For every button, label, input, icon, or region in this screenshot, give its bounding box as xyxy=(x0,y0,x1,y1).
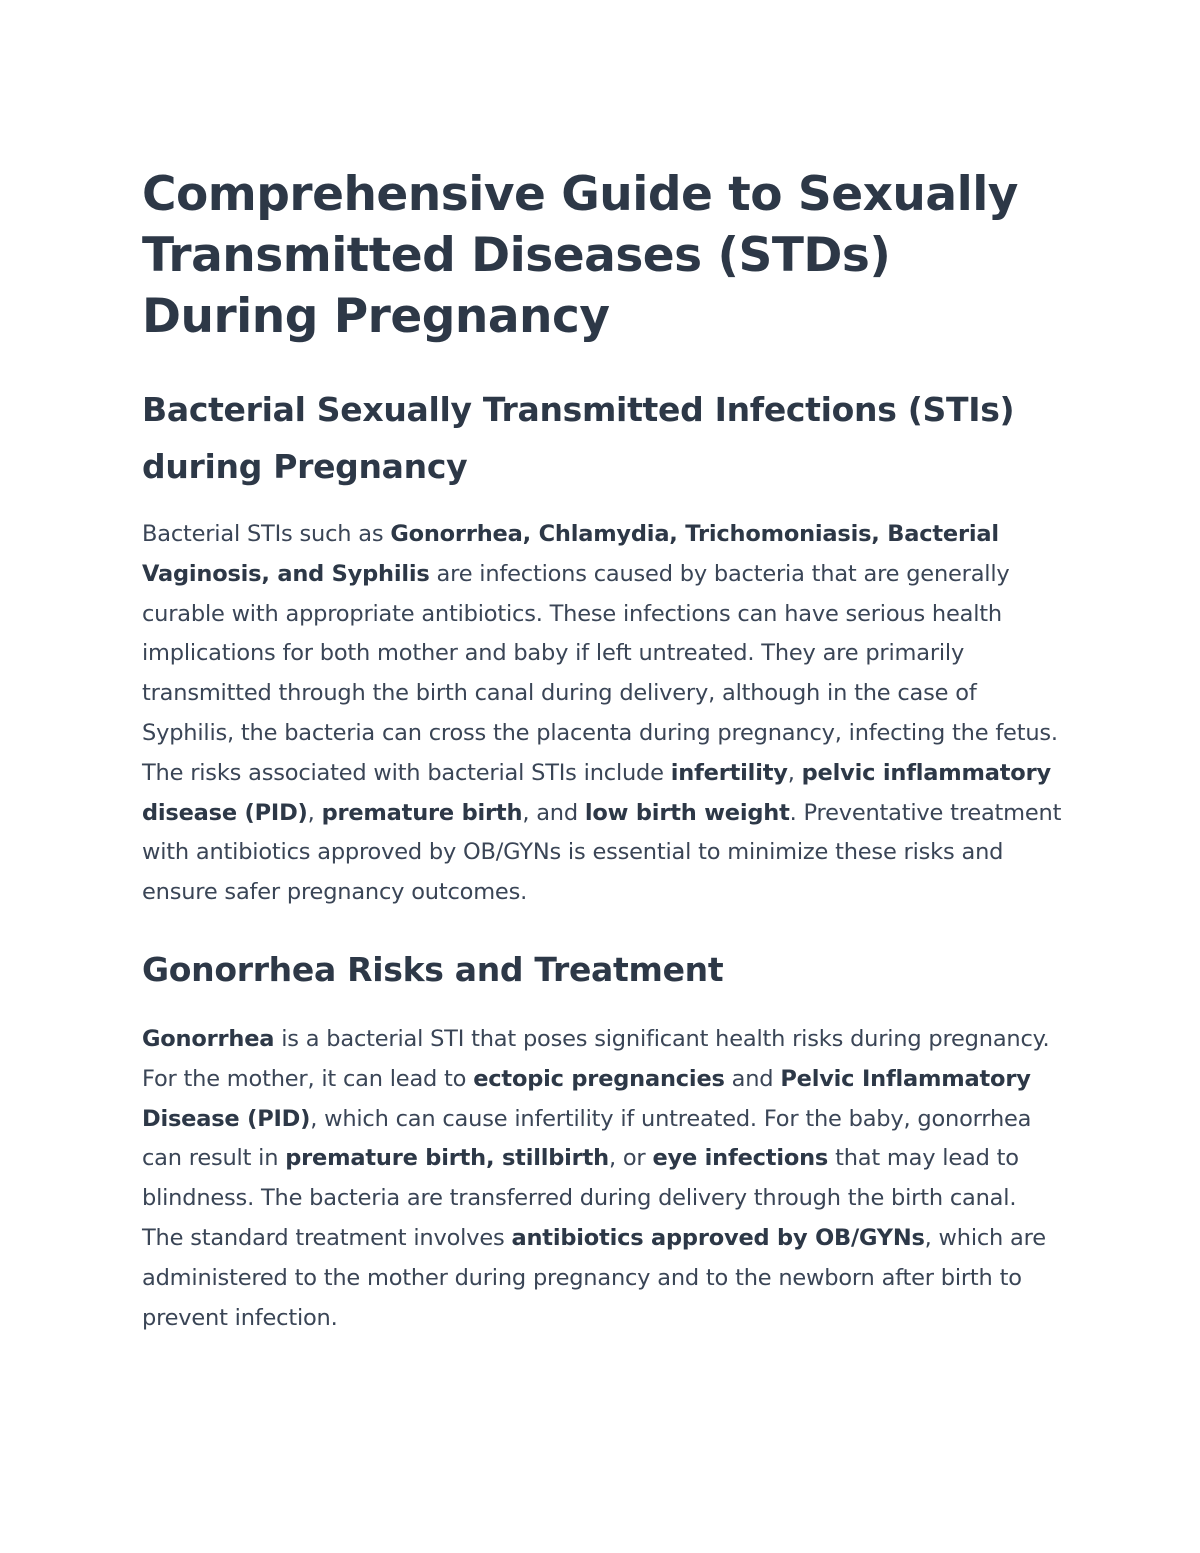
paragraph-bacterial-stis xyxy=(142,515,1062,913)
text-run: are infections caused by bacteria that are generally curable with appropriate antibiotics. These infections can have serious health implications for both mother and baby if left untreated. They are primarily transmitted through the birth canal during delivery, although in the case of Syphilis, the bacteria can cross the placenta during pregnancy, infecting the fetus. The risks associated with bacterial STIs include xyxy=(142,560,1058,786)
bold-run: ectopic pregnancies xyxy=(473,1065,725,1092)
bold-run: antibiotics approved by OB/GYNs xyxy=(511,1224,925,1251)
bold-run: premature birth, stillbirth xyxy=(285,1145,609,1172)
text-run: , or xyxy=(608,1145,653,1172)
bold-run: Gonorrhea xyxy=(142,1025,275,1052)
paragraph-gonorrhea xyxy=(142,1020,1062,1338)
document-page xyxy=(142,164,1062,1338)
text-run: , xyxy=(787,759,802,786)
bold-run: Gonorrhea, Chlamydia, Trichomoniasis, Bacterial Vaginosis, and Syphilis xyxy=(142,521,999,587)
text-run: . Preventative treatment with antibiotics approved by OB/GYNs is essential to minimize these risks and ensure safer pregnancy outcomes. xyxy=(142,799,1062,906)
bold-run: low birth weight xyxy=(584,799,790,826)
text-run: , which are administered to the mother during pregnancy and to the newborn after birth to prevent infection. xyxy=(142,1224,1046,1331)
bold-run: infertility xyxy=(670,759,788,786)
text-run: and xyxy=(724,1065,781,1092)
bold-run: eye infections xyxy=(652,1145,829,1172)
text-run: Bacterial STIs such as xyxy=(142,521,391,547)
text-run: , xyxy=(307,799,322,826)
text-run: , which can cause infertility if untreated. For the baby, gonorrhea can result in xyxy=(142,1105,1032,1172)
bold-run: Pelvic Inflammatory Disease (PID) xyxy=(142,1065,1031,1132)
bold-run: premature birth xyxy=(321,799,523,826)
text-run: is a bacterial STI that poses significant health risks during pregnancy. For the mother, it can lead to xyxy=(142,1025,1050,1092)
section-heading-gonorrhea: Gonorrhea Risks and Treatment xyxy=(142,949,724,989)
section-heading-bacterial-stis: Bacterial Sexually Transmitted Infections (STIs) during Pregnancy xyxy=(142,390,1015,486)
text-run: that may lead to blindness. The bacteria are transferred during delivery through the birth canal. The standard treatment involves xyxy=(142,1145,1019,1251)
text-run: , and xyxy=(522,799,585,826)
bold-run: pelvic inflammatory disease (PID) xyxy=(142,759,1051,826)
document-title: Comprehensive Guide to Sexually Transmitted Diseases (STDs) During Pregnancy xyxy=(142,167,1018,344)
